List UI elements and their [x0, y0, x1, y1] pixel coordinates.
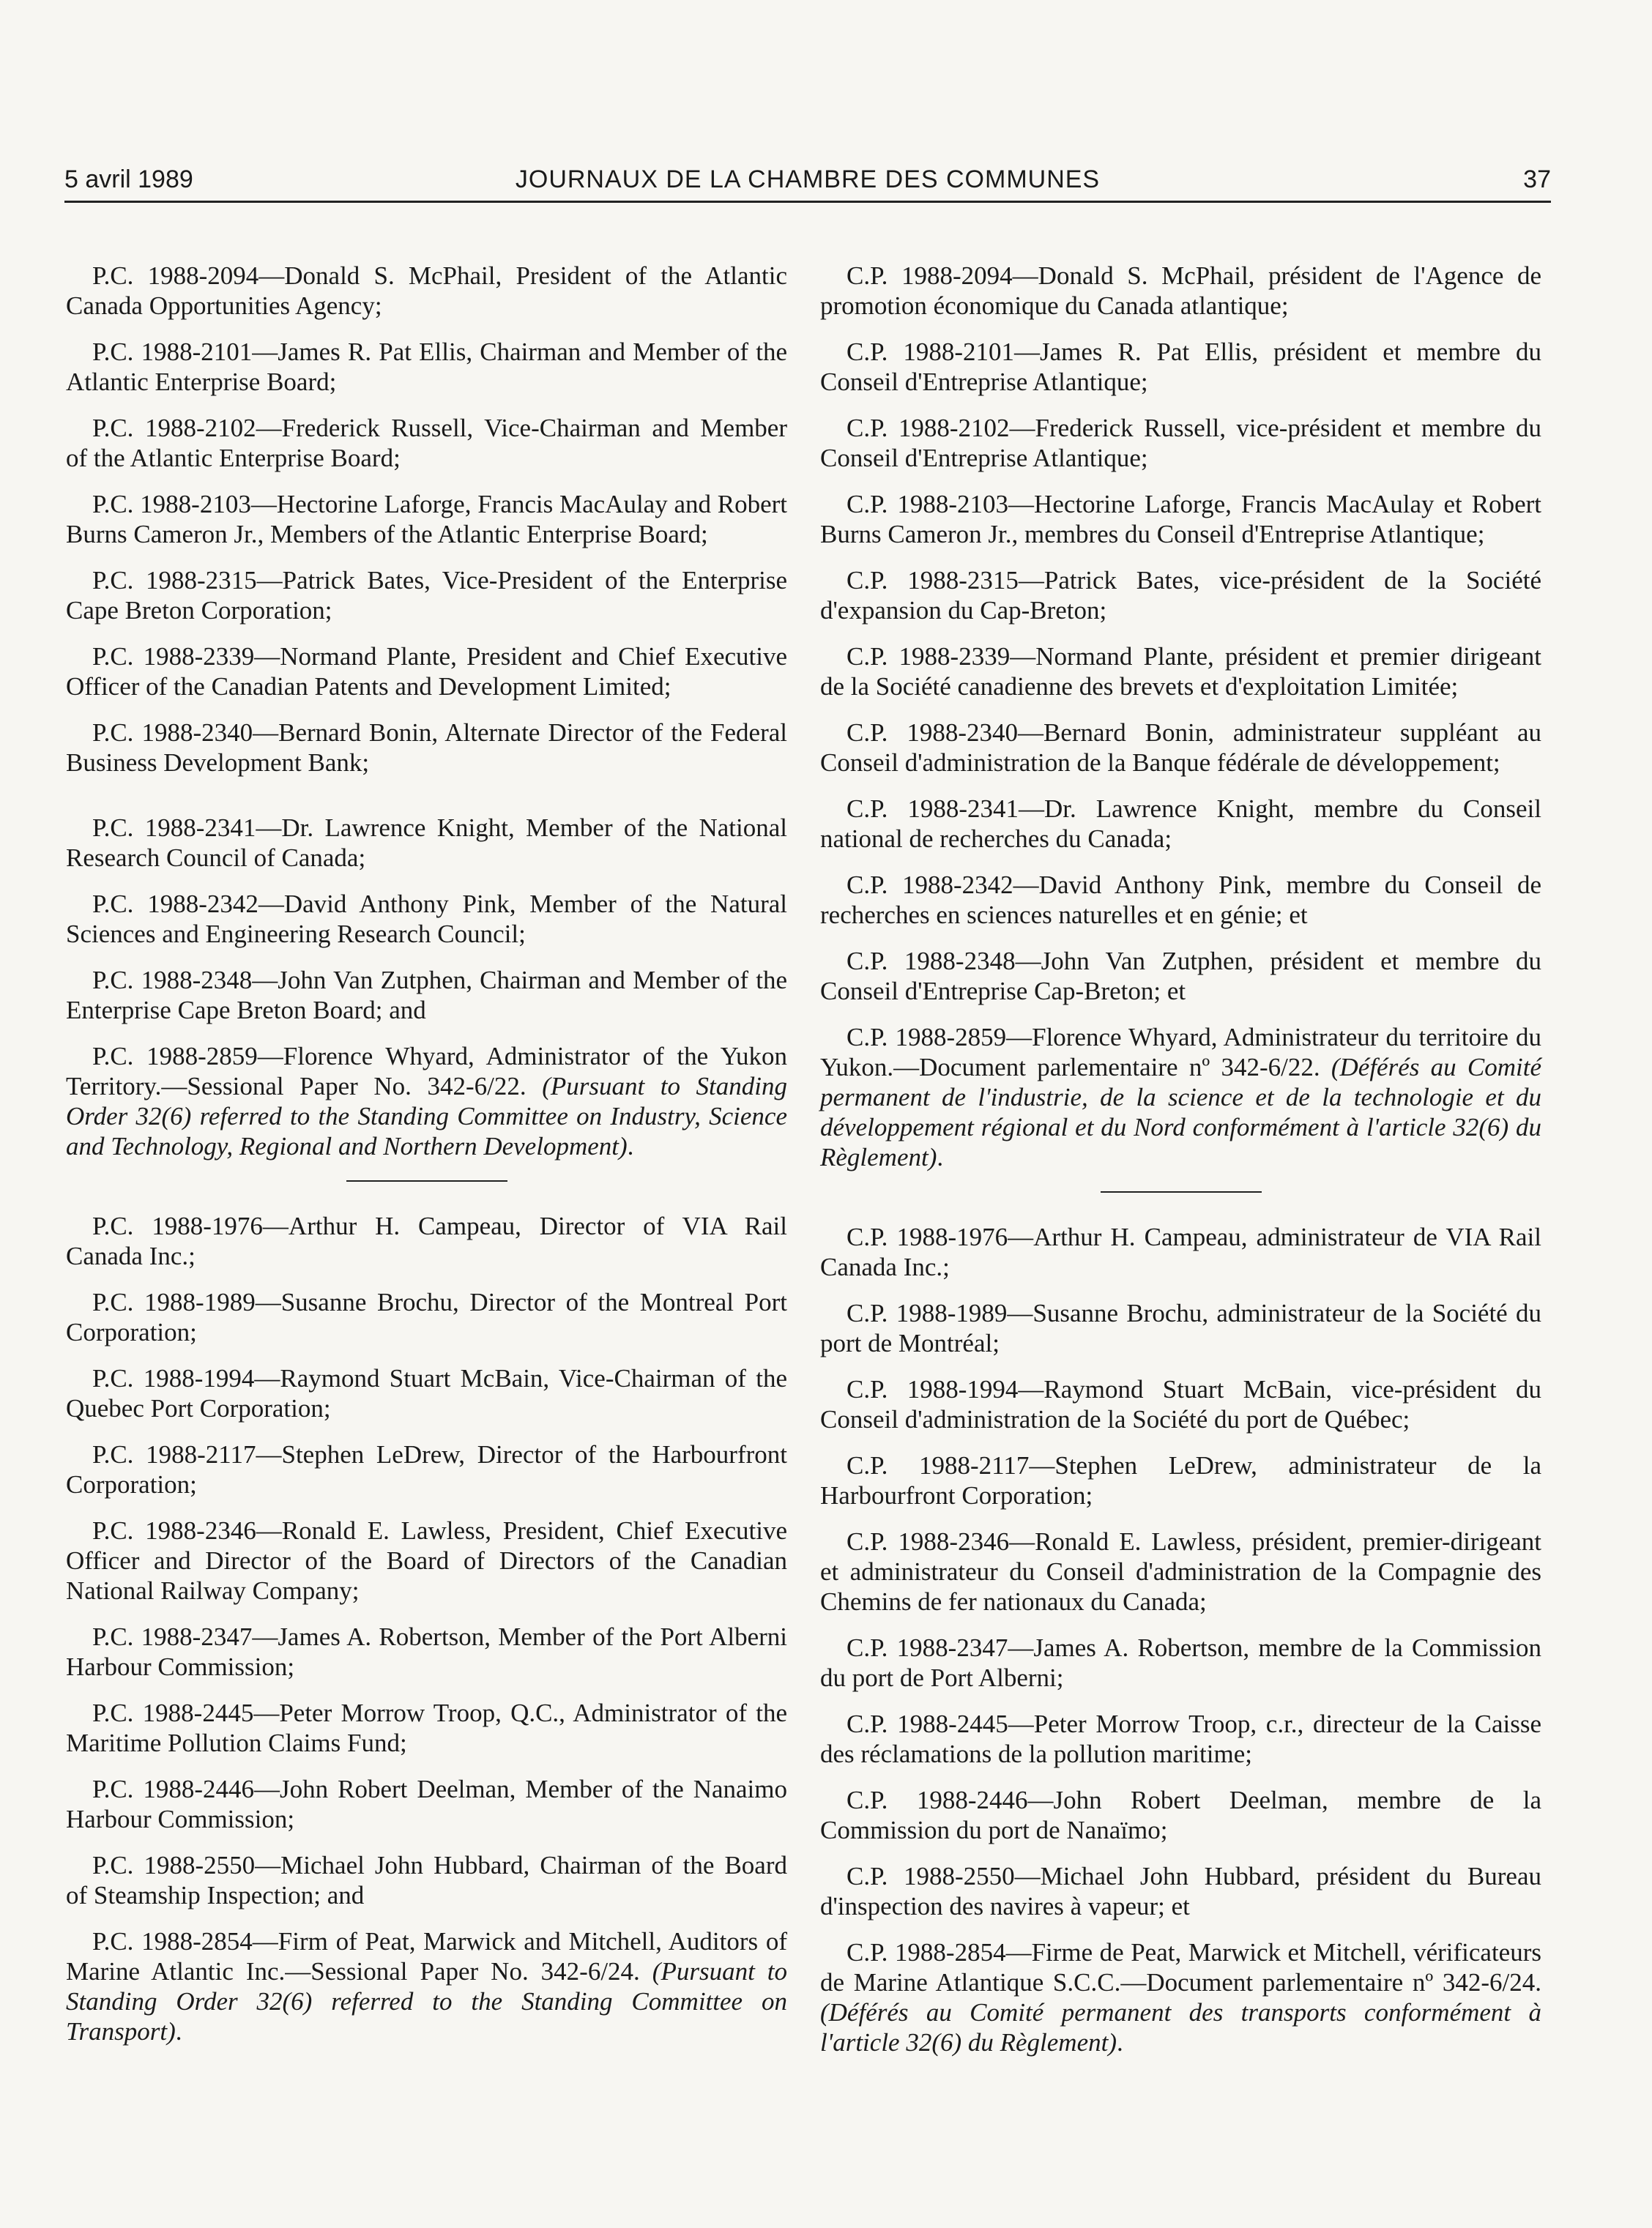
entry-paragraph: P.C. 1988-2315—Patrick Bates, Vice-President of the Enterprise Cape Breton Corporation; [66, 566, 787, 625]
entry-paragraph: C.P. 1988-1989—Susanne Brochu, administrateur de la Société du port de Montréal; [820, 1299, 1541, 1357]
entry-paragraph: P.C. 1988-2348—John Van Zutphen, Chairman and Member of the Enterprise Cape Breton Board; and [66, 966, 787, 1024]
entry-paragraph: P.C. 1988-2342—David Anthony Pink, Member of the Natural Sciences and Engineering Research Council; [66, 890, 787, 948]
header-date: 5 avril 1989 [64, 165, 193, 193]
referral-note: (Pursuant to Standing Order 32(6) referred to the Standing Committee on Transport) [66, 1957, 788, 2046]
entry-paragraph-with-referral [820, 1937, 1541, 2057]
entry-paragraph: P.C. 1988-2346—Ronald E. Lawless, President, Chief Executive Officer and Director of the Board of Directors of the Canadian National Railway Company; [66, 1516, 787, 1605]
page-header [64, 160, 1551, 203]
english-column [66, 261, 787, 2063]
entry-paragraph: C.P. 1988-2342—David Anthony Pink, membre du Conseil de recherches en sciences naturelles et en génie; et [820, 871, 1541, 929]
entry-paragraph: C.P. 1988-2340—Bernard Bonin, administrateur suppléant au Conseil d'administration de la Banque fédérale de développement; [820, 718, 1541, 777]
entry-end: . [175, 2017, 182, 2046]
entry-paragraph: C.P. 1988-2550—Michael John Hubbard, président du Bureau d'inspection des navires à vapeur; et [820, 1862, 1541, 1920]
entry-paragraph: C.P. 1988-2445—Peter Morrow Troop, c.r., directeur de la Caisse des réclamations de la pollution maritime; [820, 1710, 1541, 1768]
entry-paragraph: C.P. 1988-2103—Hectorine Laforge, Francis MacAulay et Robert Burns Cameron Jr., membres du Conseil d'Entreprise Atlantique; [820, 490, 1541, 548]
entry-paragraph: C.P. 1988-1994—Raymond Stuart McBain, vice-président du Conseil d'administration de la Société du port de Québec; [820, 1375, 1541, 1434]
entry-paragraph: P.C. 1988-2339—Normand Plante, President and Chief Executive Officer of the Canadian Patents and Development Limited; [66, 642, 787, 701]
entry-paragraph: P.C. 1988-1994—Raymond Stuart McBain, Vice-Chairman of the Quebec Port Corporation; [66, 1364, 787, 1423]
entry-paragraph: P.C. 1988-1989—Susanne Brochu, Director of the Montreal Port Corporation; [66, 1288, 787, 1346]
entry-paragraph: C.P. 1988-2315—Patrick Bates, vice-président de la Société d'expansion du Cap-Breton; [820, 566, 1541, 625]
entry-paragraph: P.C. 1988-2445—Peter Morrow Troop, Q.C., Administrator of the Maritime Pollution Claims Fund; [66, 1699, 787, 1757]
entry-paragraph: P.C. 1988-2347—James A. Robertson, Member of the Port Alberni Harbour Commission; [66, 1622, 787, 1681]
section-divider [346, 1180, 507, 1182]
entry-text: P.C. 1988-2859—Florence Whyard, Administrator of the Yukon Territory.—Sessional Paper No. 342-6/22. [66, 1042, 787, 1100]
referral-note: (Pursuant to Standing Order 32(6) referred to the Standing Committee on Industry, Science and Technology, Regional and Northern Development) [66, 1072, 787, 1160]
section-divider [1101, 1191, 1262, 1193]
entry-text: C.P. 1988-2859—Florence Whyard, Administrateur du territoire du Yukon.—Document parlementaire nº 342-6/22. [820, 1023, 1541, 1081]
entry-paragraph: C.P. 1988-2446—John Robert Deelman, membre de la Commission du port de Nanaïmo; [820, 1786, 1541, 1844]
entry-paragraph: P.C. 1988-2102—Frederick Russell, Vice-Chairman and Member of the Atlantic Enterprise Board; [66, 414, 787, 472]
entry-paragraph: C.P. 1988-2347—James A. Robertson, membre de la Commission du port de Port Alberni; [820, 1633, 1541, 1692]
referral-note: (Déférés au Comité permanent de l'industrie, de la science et de la technologie et du développement régional et du Nord conformément à l'article 32(6) du Règlement) [820, 1053, 1541, 1171]
entry-paragraph: C.P. 1988-2094—Donald S. McPhail, président de l'Agence de promotion économique du Canada atlantique; [820, 261, 1541, 320]
entry-paragraph: C.P. 1988-2348—John Van Zutphen, président et membre du Conseil d'Entreprise Cap-Breton; et [820, 947, 1541, 1005]
entry-paragraph: P.C. 1988-2103—Hectorine Laforge, Francis MacAulay and Robert Burns Cameron Jr., Members of the Atlantic Enterprise Board; [66, 490, 787, 548]
entry-paragraph: P.C. 1988-2550—Michael John Hubbard, Chairman of the Board of Steamship Inspection; and [66, 1851, 787, 1910]
header-title: JOURNAUX DE LA CHAMBRE DES COMMUNES [515, 165, 1101, 193]
entry-paragraph: P.C. 1988-2101—James R. Pat Ellis, Chairman and Member of the Atlantic Enterprise Board; [66, 338, 787, 396]
referral-note: (Déférés au Comité permanent des transports conformément à l'article 32(6) du Règlement) [820, 1998, 1541, 2057]
entry-paragraph: C.P. 1988-1976—Arthur H. Campeau, administrateur de VIA Rail Canada Inc.; [820, 1223, 1541, 1281]
entry-paragraph: P.C. 1988-2340—Bernard Bonin, Alternate Director of the Federal Business Development Bank; [66, 718, 787, 777]
entry-paragraph: P.C. 1988-1976—Arthur H. Campeau, Director of VIA Rail Canada Inc.; [66, 1212, 787, 1270]
entry-paragraph: C.P. 1988-2346—Ronald E. Lawless, président, premier-dirigeant et administrateur du Conseil d'administration de la Compagnie des Chemins de fer nationaux du Canada; [820, 1527, 1541, 1616]
entry-paragraph: C.P. 1988-2117—Stephen LeDrew, administrateur de la Harbourfront Corporation; [820, 1451, 1541, 1510]
entry-paragraph: C.P. 1988-2339—Normand Plante, président et premier dirigeant de la Société canadienne des brevets et d'exploitation Limitée; [820, 642, 1541, 701]
entry-paragraph: P.C. 1988-2341—Dr. Lawrence Knight, Member of the National Research Council of Canada; [66, 813, 787, 872]
entry-end: . [937, 1143, 944, 1171]
entry-paragraph: C.P. 1988-2102—Frederick Russell, vice-président et membre du Conseil d'Entreprise Atlantique; [820, 414, 1541, 472]
entry-end: . [627, 1132, 634, 1160]
entry-paragraph: P.C. 1988-2094—Donald S. McPhail, President of the Atlantic Canada Opportunities Agency; [66, 261, 787, 320]
entry-paragraph-with-referral [66, 1926, 787, 2046]
entry-paragraph: P.C. 1988-2446—John Robert Deelman, Member of the Nanaimo Harbour Commission; [66, 1775, 787, 1833]
french-column [820, 261, 1541, 2074]
page-number: 37 [1523, 165, 1551, 193]
entry-paragraph: C.P. 1988-2101—James R. Pat Ellis, président et membre du Conseil d'Entreprise Atlantique; [820, 338, 1541, 396]
entry-text: C.P. 1988-2854—Firme de Peat, Marwick et Mitchell, vérificateurs de Marine Atlantique S.C.C.—Document parlementaire nº 342-6/24. [820, 1938, 1541, 1997]
entry-paragraph: C.P. 1988-2341—Dr. Lawrence Knight, membre du Conseil national de recherches du Canada; [820, 794, 1541, 853]
entry-paragraph: P.C. 1988-2117—Stephen LeDrew, Director of the Harbourfront Corporation; [66, 1440, 787, 1499]
entry-text: P.C. 1988-2854—Firm of Peat, Marwick and Mitchell, Auditors of Marine Atlantic Inc.—Sessional Paper No. 342-6/24. [66, 1927, 787, 1986]
entry-end: . [1117, 2028, 1123, 2057]
entry-paragraph-with-referral [820, 1022, 1541, 1172]
entry-paragraph-with-referral [66, 1041, 787, 1161]
